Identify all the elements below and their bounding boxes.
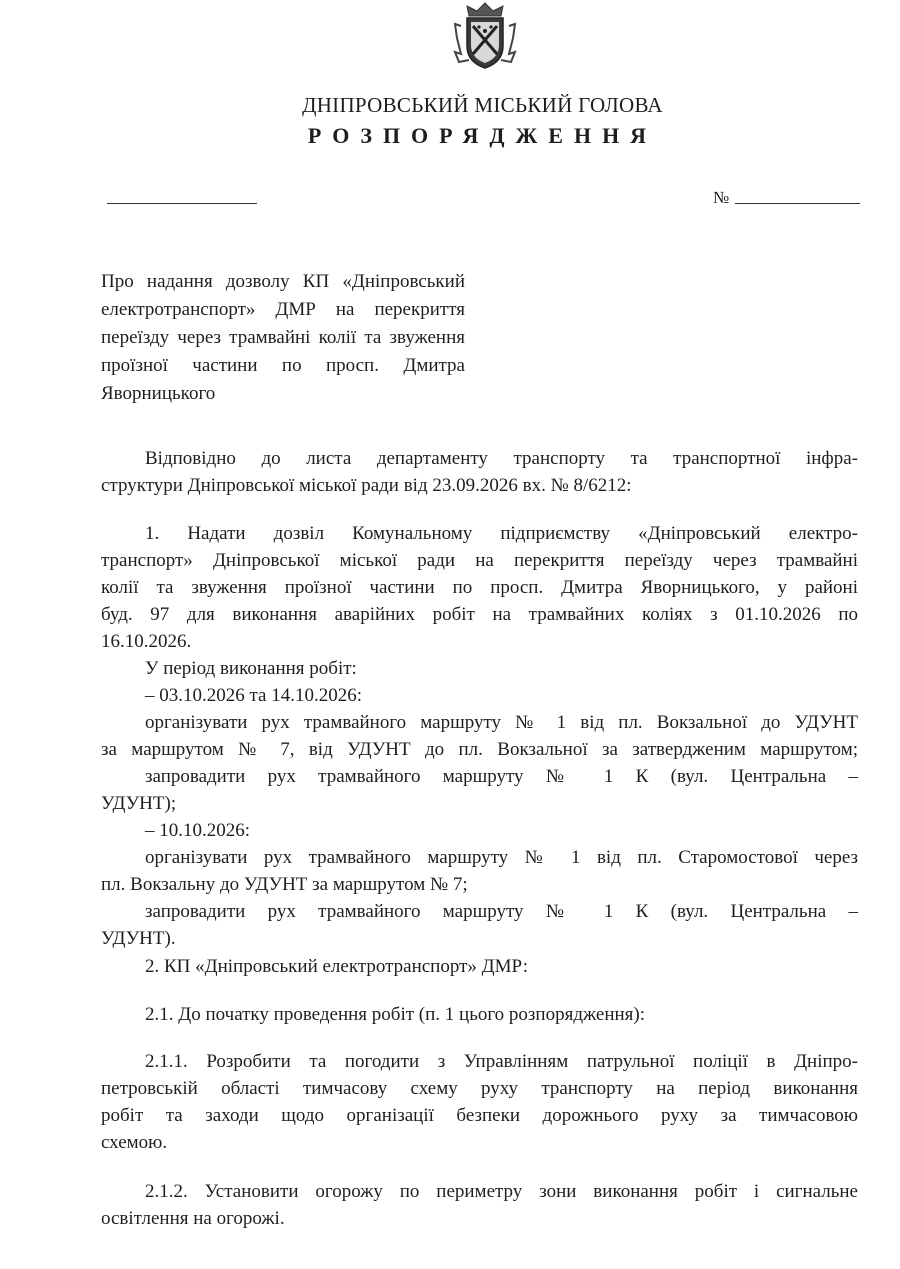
text-line: 2.1.2. Установити огорожу по периметру зони виконання робіт і сигнальне (145, 1181, 858, 1202)
text-line: 1. Надати дозвіл Комунальному підприємству «Дніпровський електро- (145, 523, 858, 544)
text-line: УДУНТ); (101, 793, 177, 814)
text-line: Відповідно до листа департаменту транспорту та транспортної інфра- (145, 448, 858, 469)
document-type-title: РОЗПОРЯДЖЕННЯ (307, 123, 658, 148)
text-line: за маршрутом № 7, від УДУНТ до пл. Вокзальної за затвердженим маршрутом; (101, 739, 858, 760)
text-line: схемою. (101, 1132, 168, 1153)
item-2-1-1-paragraph (101, 1048, 858, 1156)
text-line: 2. КП «Дніпровський електротранспорт» ДМР: (145, 956, 529, 977)
coat-of-arms-emblem (451, 2, 519, 70)
text-line: У період виконання робіт: (145, 658, 357, 679)
document-subject: Про надання дозволу КП «Дніпровський електротранспорт» ДМР на перекриття переїзду через трамвайні колії та звуження проїзної частини по просп. Дмитра Яворницького (101, 271, 465, 404)
text-line: пл. Вокзальну до УДУНТ за маршрутом № 7; (101, 874, 468, 895)
text-line: робіт та заходи щодо організації безпеки дорожнього руху за тимчасовою (101, 1105, 858, 1126)
text-line: організувати рух трамвайного маршруту № 1 від пл. Вокзальної до УДУНТ (145, 712, 858, 733)
text-line: 2.1.1. Розробити та погодити з Управлінням патрульної поліції в Дніпро- (145, 1051, 858, 1072)
text-line: транспорт» Дніпровської міської ради на перекриття переїзду через трамвайні (101, 550, 858, 571)
text-line: 16.10.2026. (101, 631, 192, 652)
number-sign: № (713, 188, 730, 207)
text-line: 2.1. До початку проведення робіт (п. 1 цього розпорядження): (145, 1004, 646, 1025)
intro-paragraph (101, 445, 858, 499)
number-blank-line (735, 203, 860, 204)
text-line: буд. 97 для виконання аварійних робіт на трамвайних коліях з 01.10.2026 по (101, 604, 858, 625)
issuing-authority-title: ДНІПРОВСЬКИЙ МІСЬКИЙ ГОЛОВА (302, 93, 663, 117)
text-line: петровській області тимчасову схему руху транспорту на період виконання (101, 1078, 858, 1099)
item-1-paragraph (101, 520, 858, 952)
item-2-1-2-paragraph (101, 1178, 858, 1232)
text-line: запровадити рух трамвайного маршруту № 1 К (вул. Центральна – (145, 766, 858, 787)
text-line: – 03.10.2026 та 14.10.2026: (145, 685, 362, 706)
text-line: колії та звуження проїзної частини по просп. Дмитра Яворницького, у районі (101, 577, 858, 598)
text-line: – 10.10.2026: (145, 820, 251, 841)
text-line: структури Дніпровської міської ради від 23.09.2026 вх. № 8/6212: (101, 475, 632, 496)
text-line: запровадити рух трамвайного маршруту № 1 К (вул. Центральна – (145, 901, 858, 922)
item-2-paragraph (101, 953, 858, 980)
item-2-1-paragraph (101, 1001, 858, 1028)
text-line: організувати рух трамвайного маршруту № 1 від пл. Старомостової через (145, 847, 858, 868)
date-blank-line (107, 203, 257, 204)
text-line: УДУНТ). (101, 928, 176, 949)
text-line: освітлення на огорожі. (101, 1208, 285, 1229)
